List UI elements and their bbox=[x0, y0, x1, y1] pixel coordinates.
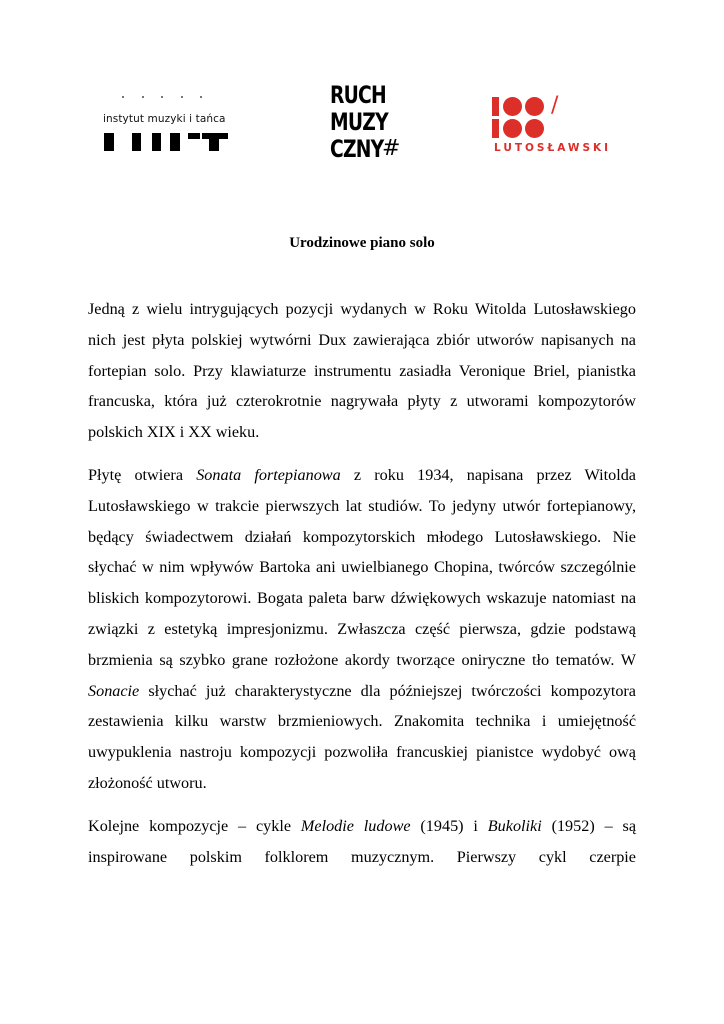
paragraph-3-text-1: Kolejne kompozycje – cykle bbox=[88, 816, 301, 835]
paragraph-2 bbox=[88, 460, 636, 799]
lutoslawski-logo-text: LUTOSŁAWSKI bbox=[494, 142, 612, 154]
imit-logo-dots bbox=[122, 96, 202, 98]
lutoslawski-100-logo bbox=[492, 93, 632, 160]
imit-logo-text: instytut muzyki i tańca bbox=[103, 113, 226, 125]
l100-row-top bbox=[492, 93, 559, 118]
work-title-sonata: Sonata fortepianowa bbox=[196, 465, 341, 484]
imit-logo-bars bbox=[104, 133, 224, 151]
paragraph-1: Jedną z wielu intrygujących pozycji wydanych w Roku Witolda Lutosławskiego nich jest płyta polskiej wytwórni Dux zawierająca zbiór utworów napisanych na fortepian solo. Przy klawiaturze instrumentu zasiadła Veronique Briel, pianistka francuska, która już czterokrotnie nagrywała płyty z utworami kompozytorów polskich XIX i XX wieku. bbox=[88, 300, 636, 442]
paragraph-3-text-3: (1952) – są inspirowane polskim folklorem muzycznym. Pierwszy cykl czerpie bbox=[88, 816, 637, 866]
header-logos bbox=[0, 0, 724, 200]
ruch-logo-line-3: CZNY bbox=[330, 135, 384, 163]
l100-slash-icon: / bbox=[551, 93, 559, 118]
ruch-logo-hash: # bbox=[382, 136, 401, 161]
ruch-logo-line-2: MUZY bbox=[330, 108, 388, 136]
document-title: Urodzinowe piano solo bbox=[289, 235, 435, 251]
work-title-melodie-ludowe: Melodie ludowe bbox=[300, 816, 411, 835]
paragraph-2-text-1: Płytę otwiera bbox=[88, 465, 197, 484]
work-title-bukoliki: Bukoliki bbox=[487, 816, 542, 835]
ruch-muzyczny-logo bbox=[330, 82, 405, 176]
ruch-logo-line-1: RUCH bbox=[330, 81, 386, 109]
l100-row-bottom bbox=[492, 119, 547, 138]
paragraph-2-text-3: słychać już charakterystyczne dla późniejszej twórczości kompozytora zestawienia kilku warstw brzmieniowych. Znakomita technika i umiejętność uwypuklenia nastroju kompozycji pozwoliła francuskiej pianistce wydobyć ową złożoność utworu. bbox=[88, 681, 636, 792]
paragraph-3-text-2: (1945) i bbox=[410, 816, 488, 835]
imit-logo bbox=[92, 86, 232, 166]
paragraph-3 bbox=[88, 811, 636, 873]
paragraph-2-text-2: z roku 1934, napisana przez Witolda Lutosławskiego w trakcie pierwszych lat studiów. To jedyny utwór fortepianowy, będący świadectwem działań kompozytorskich młodego Lutosławskiego. Nie słychać w nim wpływów Bartoka ani uwielbianego Chopina, twórców szczególnie bliskich kompozytorowi. Bogata paleta barw dźwiękowych wskazuje natomiast na związki z estetyką impresjonizmu. Zwłaszcza część pierwsza, gdzie podstawą brzmienia są szybko grane rozłożone akordy tworzące oniryczne tło tematów. W bbox=[88, 465, 636, 669]
work-title-sonacie: Sonacie bbox=[88, 681, 140, 700]
document-body bbox=[88, 294, 636, 884]
